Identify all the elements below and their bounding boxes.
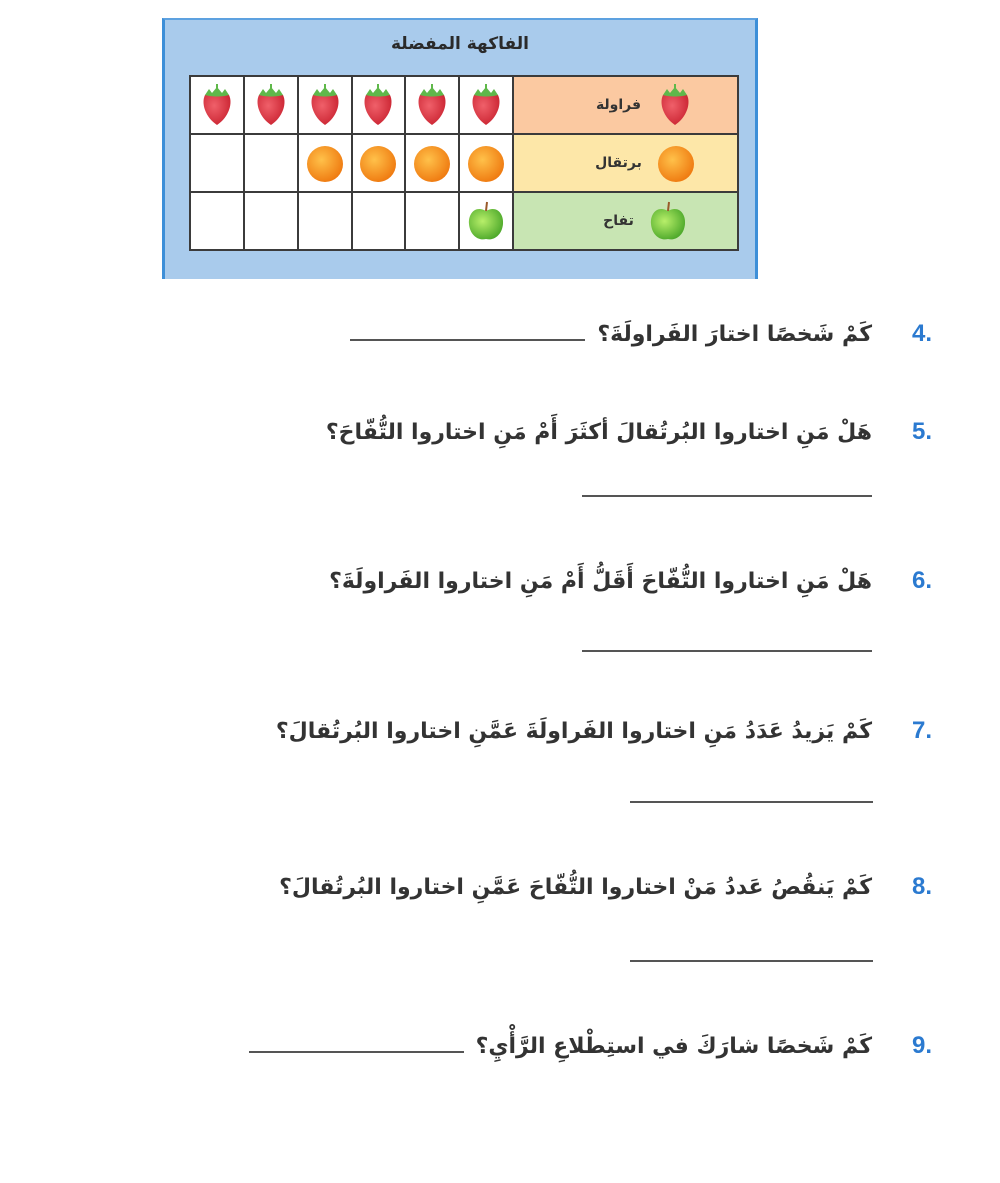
- orange-icon: [358, 141, 398, 185]
- question-8: [279, 873, 932, 901]
- question-7: [276, 717, 932, 745]
- question-number: 5.: [911, 418, 932, 445]
- strawberry-icon: [197, 83, 237, 127]
- orange-icon: [466, 141, 506, 185]
- empty-cell: [351, 193, 405, 249]
- empty-cell: [191, 135, 243, 191]
- question-text: كَمْ شَخصًا اختارَ الفَراولَةَ؟: [597, 321, 872, 347]
- strawberry-icon: [358, 83, 398, 127]
- row-label-cell: [512, 77, 737, 133]
- strawberry-icon: [655, 83, 695, 127]
- apple-icon: [466, 199, 506, 243]
- answer-blank[interactable]: [249, 1051, 464, 1053]
- empty-cell: [191, 193, 243, 249]
- empty-cell: [404, 193, 458, 249]
- empty-cell: [243, 193, 297, 249]
- pictograph-table: [189, 75, 739, 251]
- question-6: [329, 567, 932, 595]
- pic-cell: [458, 77, 512, 133]
- pic-cell: [404, 77, 458, 133]
- answer-blank[interactable]: [582, 650, 872, 652]
- question-text: كَمْ يَنقُصُ عَددُ مَنْ اختاروا التُّفّاحَ عَمَّنِ اختاروا البُرتُقالَ؟: [279, 874, 872, 900]
- row-label-cell: [512, 135, 737, 191]
- row-orange: [191, 133, 737, 191]
- empty-cell: [297, 193, 351, 249]
- strawberry-icon: [251, 83, 291, 127]
- row-label-cell: [512, 193, 737, 249]
- question-text: كَمْ شَخصًا شارَكَ في استِطْلاعِ الرَّأْيِ؟: [475, 1033, 872, 1059]
- answer-blank[interactable]: [582, 495, 872, 497]
- pic-cell: [351, 77, 405, 133]
- strawberry-icon: [412, 83, 452, 127]
- row-label: فراولة: [595, 97, 642, 113]
- row-strawberry: [191, 77, 737, 133]
- favorite-fruit-chart: [162, 18, 758, 279]
- question-text: هَلْ مَنِ اختاروا التُّفّاحَ أَقَلُّ أَمْ مَنِ اختاروا الفَراولَةَ؟: [329, 568, 872, 594]
- orange-icon: [305, 141, 345, 185]
- question-text: كَمْ يَزيدُ عَدَدُ مَنِ اختاروا الفَراولَةَ عَمَّنِ اختاروا البُرتُقالَ؟: [275, 718, 872, 744]
- pic-cell: [458, 135, 512, 191]
- question-number: 4.: [911, 320, 932, 347]
- row-label: برتقال: [595, 155, 642, 171]
- pic-cell: [404, 135, 458, 191]
- chart-title: الفاكهة المفضلة: [390, 34, 529, 54]
- pic-cell: [243, 77, 297, 133]
- question-4: [350, 320, 932, 348]
- pic-cell: [297, 135, 351, 191]
- pic-cell: [191, 77, 243, 133]
- question-number: 7.: [911, 717, 932, 744]
- apple-icon: [648, 199, 688, 243]
- answer-blank[interactable]: [350, 339, 585, 341]
- strawberry-icon: [305, 83, 345, 127]
- pic-cell: [351, 135, 405, 191]
- question-text: هَلْ مَنِ اختاروا البُرتُقالَ أكثَرَ أَمْ مَنِ اختاروا التُّفّاحَ؟: [325, 419, 872, 445]
- question-5: [326, 418, 932, 446]
- orange-icon: [412, 141, 452, 185]
- row-label: تفاح: [603, 213, 634, 229]
- empty-cell: [243, 135, 297, 191]
- answer-blank[interactable]: [630, 801, 873, 803]
- answer-blank[interactable]: [630, 960, 873, 962]
- question-number: 8.: [911, 873, 932, 900]
- row-apple: [191, 191, 737, 249]
- strawberry-icon: [466, 83, 506, 127]
- question-number: 9.: [911, 1032, 932, 1059]
- pic-cell: [458, 193, 512, 249]
- orange-icon: [656, 141, 696, 185]
- question-9: [249, 1032, 932, 1060]
- question-number: 6.: [911, 567, 932, 594]
- pic-cell: [297, 77, 351, 133]
